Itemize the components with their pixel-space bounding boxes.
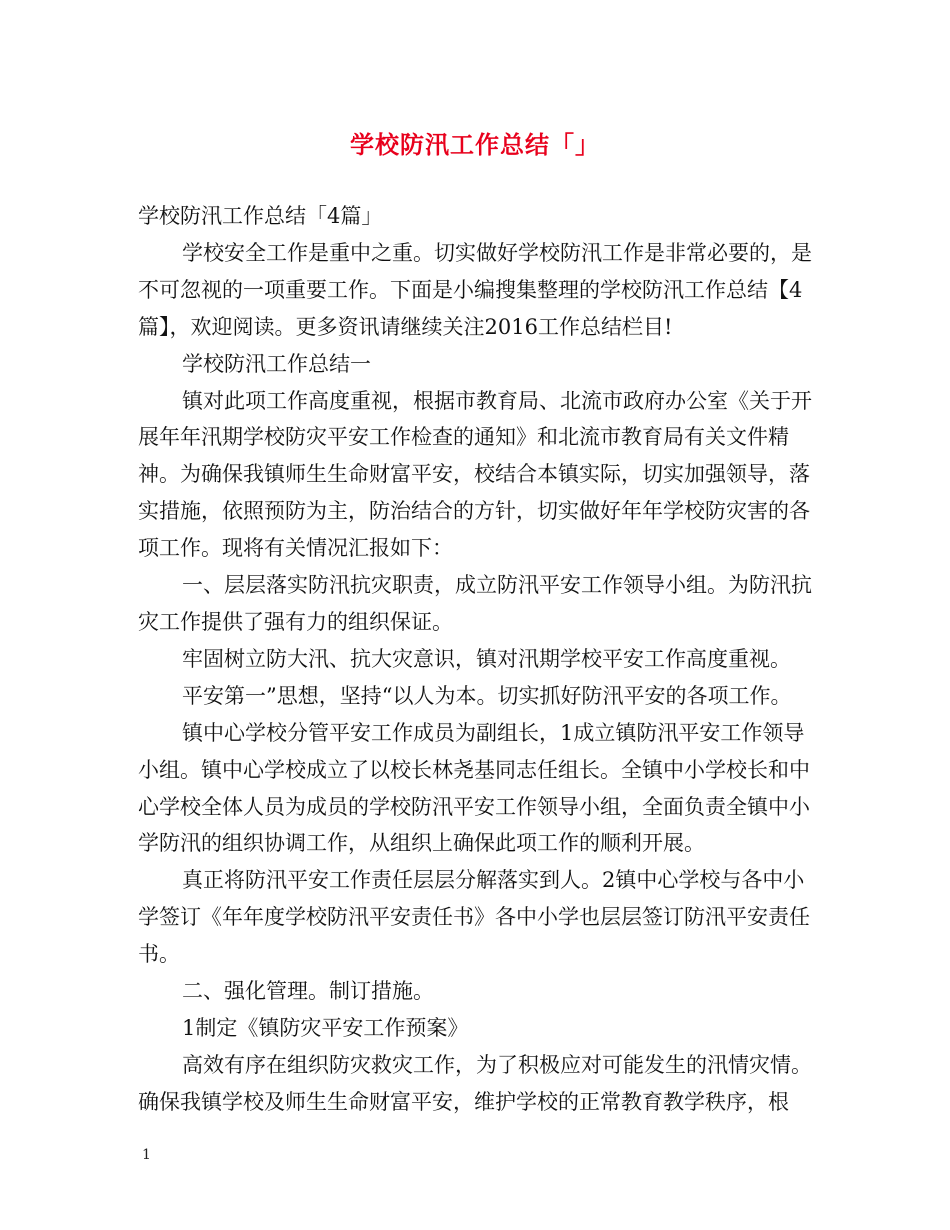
paragraph: 牢固树立防大汛、抗大灾意识，镇对汛期学校平安工作高度重视。 [182, 646, 791, 671]
paragraph: 1制定《镇防灾平安工作预案》 [182, 1015, 469, 1040]
paragraph-subtitle: 学校防汛工作总结「4篇」 [138, 204, 383, 228]
page-number: 1 [142, 1147, 151, 1163]
paragraph: 真正将防汛平安工作责任层层分解落实到人。2镇中心学校与各中小学签订《年年度学校防汛平安责任书》各中小学也层层签订防汛平安责任书。 [138, 868, 810, 967]
document-body [138, 198, 818, 1121]
paragraph: 学校安全工作是重中之重。切实做好学校防汛工作是非常必要的，是不可忽视的一项重要工作。下面是小编搜集整理的学校防汛工作总结【4篇】，欢迎阅读。更多资讯请继续关注2016工作总结栏目! [138, 240, 812, 339]
section-heading: 学校防汛工作总结一 [182, 351, 371, 376]
section-heading: 二、强化管理。制订措施。 [182, 979, 434, 1004]
paragraph: 一、层层落实防汛抗灾职责，成立防汛平安工作领导小组。为防汛抗灾工作提供了强有力的组织保证。 [138, 573, 812, 634]
paragraph: 镇对此项工作高度重视，根据市教育局、北流市政府办公室《关于开展年年汛期学校防灾平安工作检查的通知》和北流市教育局有关文件精神。为确保我镇师生生命财富平安，校结合本镇实际，切实加强领导，落实措施，依照预防为主，防治结合的方针，切实做好年年学校防灾害的各项工作。现将有关情况汇报如下： [138, 388, 812, 561]
paragraph: 高效有序在组织防灾救灾工作，为了积极应对可能发生的汛情灾情。确保我镇学校及师生生命财富平安，维护学校的正常教育教学秩序，根 [138, 1052, 812, 1114]
paragraph: 镇中心学校分管平安工作成员为副组长，1成立镇防汛平安工作领导小组。镇中心学校成立了以校长林尧基同志任组长。全镇中小学校长和中心学校全体人员为成员的学校防汛平安工作领导小组，全面负责全镇中小学防汛的组织协调工作，从组织上确保此项工作的顺利开展。 [138, 720, 810, 856]
paragraph: 平安第一”思想，坚持“以人为本。切实抓好防汛平安的各项工作。 [182, 683, 792, 708]
document-title: 学校防汛工作总结「」 [350, 131, 600, 159]
